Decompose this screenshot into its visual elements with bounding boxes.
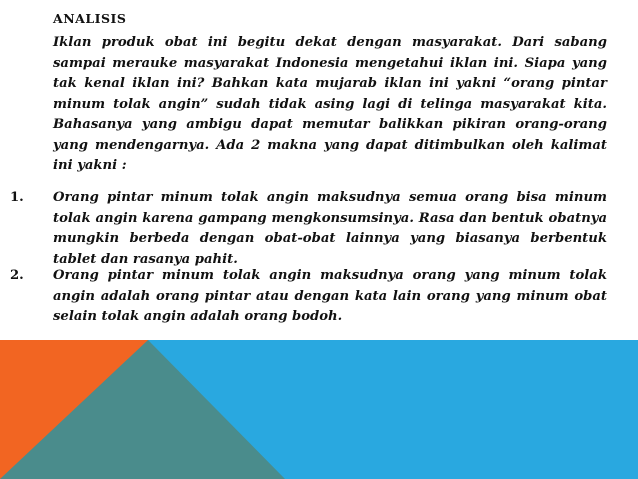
decorative-footer (0, 340, 638, 479)
list-item-text: Orang pintar minum tolak angin maksudnya semua orang bisa minum tolak angin karena gampang mengkonsumsinya. Rasa dan bentuk obatnya mungkin berbeda dengan obat-obat lainnya yang biasanya berbentuk tablet dan rasanya pahit. (53, 190, 607, 267)
list-item-number: 1. (10, 190, 24, 205)
list-item-number: 2. (10, 268, 24, 283)
slide-heading: ANALISIS (53, 11, 127, 26)
list-item-text: Orang pintar minum tolak angin maksudnya orang yang minum tolak angin adalah orang pintar atau dengan kata lain orang yang minum obat selain tolak angin adalah orang bodoh. (53, 268, 607, 324)
intro-paragraph: Iklan produk obat ini begitu dekat dengan masyarakat. Dari sabang sampai merauke masyarakat Indonesia mengetahui iklan ini. Siapa yang tak kenal iklan ini? Bahkan kata mujarab iklan ini yakni “orang pintar minum tolak angin” sudah tidak asing lagi di telinga masyarakat kita. Bahasanya yang ambigu dapat memutar balikkan pikiran orang-orang yang mendengarnya. Ada 2 makna yang dapat ditimbulkan oleh kalimat ini yakni : (53, 35, 607, 173)
